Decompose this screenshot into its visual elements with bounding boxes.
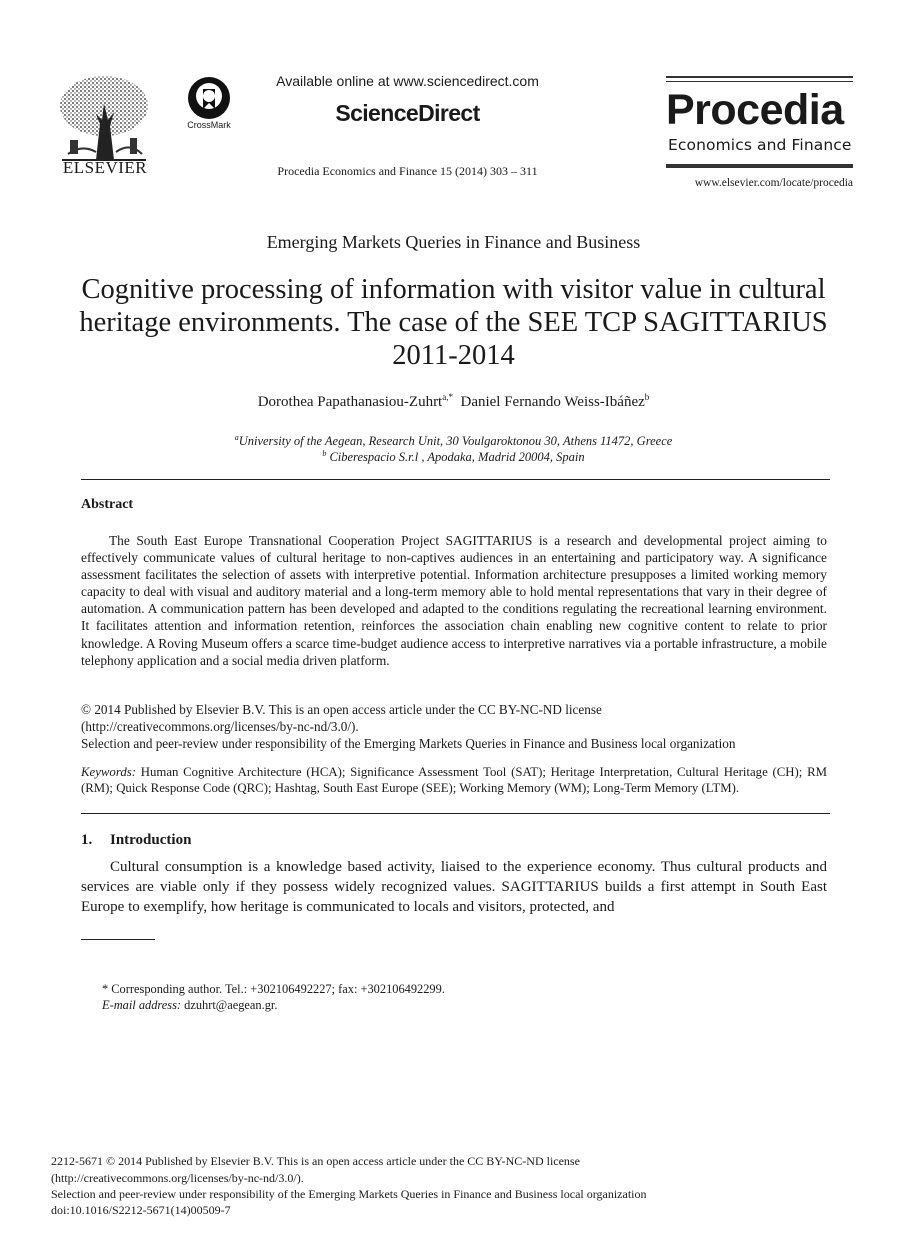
affiliation: $^a$University of the Aegean, Research Unit, 30 Voulgaroktonou 30, Athens 11472, Greece: [234, 433, 673, 449]
procedia-rule-bottom: [666, 164, 853, 168]
elsevier-wordmark: ELSEVIER: [62, 158, 148, 177]
author-affiliation-mark: b: [644, 392, 650, 402]
journal-url[interactable]: www.elsevier.com/locate/procedia: [694, 177, 853, 189]
divider: [81, 479, 830, 480]
section-title: Introduction: [110, 832, 192, 848]
procedia-rule-top: [666, 76, 853, 78]
footer-issn-license: 2212-5671 © 2014 Published by Elsevier B.V. This is an open access article under the CC BY-NC-ND license: [51, 1154, 580, 1168]
section-number: 1.: [81, 832, 93, 848]
email-footnote: [102, 998, 277, 1013]
divider: [81, 813, 830, 814]
footer-peer-review: Selection and peer-review under responsibility of the Emerging Markets Queries in Finance and Business local organization: [51, 1187, 647, 1201]
crossmark-icon[interactable]: [186, 75, 232, 121]
footer-license-link[interactable]: (http://creativecommons.org/licenses/by-nc-nd/3.0/).: [51, 1171, 304, 1185]
keywords-label: Keywords:: [81, 765, 136, 779]
introduction-text: Cultural consumption is a knowledge based activity, liaised to the experience economy. Thus cultural products and services are viable only if they possess widely recognized values. SAGITTARIUS builds a first attempt in South East Europe to exemplify, how heritage is communicated to locals and visitors, protected, and: [81, 859, 827, 915]
procedia-subtitle: Economics and Finance: [668, 136, 852, 154]
sciencedirect-logo: ScienceDirect: [335, 100, 480, 126]
author-affiliation-mark: a,*: [442, 392, 453, 402]
available-online-text: Available online at www.sciencedirect.com: [276, 73, 539, 89]
peer-review-notice: Selection and peer-review under responsibility of the Emerging Markets Queries in Finance and Business local organization: [81, 736, 736, 751]
abstract-text: The South East Europe Transnational Cooperation Project SAGITTARIUS is a research and developmental project aiming to effectively communicate values of cultural heritage to non-captives audiences in an entertaining and participatory way. A significance assessment facilitates the selection of assets with interpretive potential. Information architecture presupposes a limited working memory capacity to deal with visual and auditory material and a long-term memory able to hold mental representations that vary in their degree of automation. A communication pattern has been developed and adapted to the conditions regulating the recreational learning environment. It facilitates attention and information retention, reinforces the association chain enabling new cognitive content to relate to prior knowledge. A Roving Museum offers a scarce time-budget audience access to interpretive narratives via a portable infrastructure, a mobile telephony application and a social media driven platform.: [81, 533, 827, 668]
footnote-divider: [81, 939, 155, 940]
procedia-logo: Procedia: [666, 86, 844, 134]
keywords-list: Human Cognitive Architecture (HCA); Significance Assessment Tool (SAT); Heritage Interpretation, Cultural Heritage (CH); RM (RM); Quick Response Code (QRC); Hashtag, South East Europe (SEE); Working Memory (WM); Long-Term Memory (LTM).: [81, 765, 827, 795]
keywords: [81, 764, 827, 796]
email-address[interactable]: dzuhrt@aegean.gr.: [181, 998, 278, 1012]
elsevier-tree-logo: [56, 74, 152, 162]
article-title: Cognitive processing of information with visitor value in cultural heritage environments. The case of the SEE TCP SAGITTARIUS 2011-2014: [79, 274, 828, 371]
copyright-notice: © 2014 Published by Elsevier B.V. This is an open access article under the CC BY-NC-ND license: [81, 702, 602, 717]
abstract-heading: Abstract: [81, 497, 134, 512]
corresponding-author-footnote: * Corresponding author. Tel.: +302106492227; fax: +302106492299.: [102, 982, 445, 996]
footer-doi[interactable]: doi:10.1016/S2212-5671(14)00509-7: [51, 1203, 231, 1217]
crossmark-label: CrossMark: [187, 120, 231, 130]
author-name: Daniel Fernando Weiss-Ibáñez: [460, 394, 645, 410]
email-label: E-mail address:: [102, 998, 182, 1012]
procedia-rule-top-thin: [666, 81, 853, 82]
section-heading: [81, 832, 191, 849]
license-link[interactable]: (http://creativecommons.org/licenses/by-nc-nd/3.0/).: [81, 719, 359, 734]
author-list: [0, 392, 907, 411]
author-name: Dorothea Papathanasiou-Zuhrt: [257, 394, 443, 410]
journal-reference: Procedia Economics and Finance 15 (2014) 303 – 311: [277, 164, 538, 178]
affiliation: $^b$ Ciberespacio S.r.l , Apodaka, Madrid 20004, Spain: [322, 449, 585, 465]
conference-name: Emerging Markets Queries in Finance and Business: [266, 232, 641, 252]
